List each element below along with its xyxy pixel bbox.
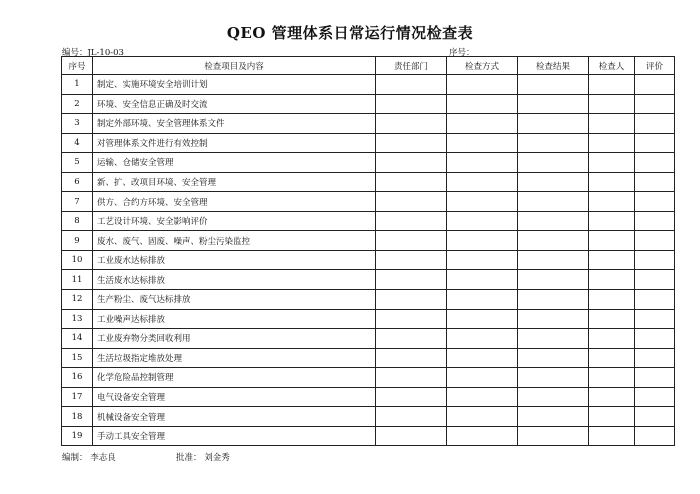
row-result-cell	[518, 309, 589, 329]
table-header-row	[62, 57, 675, 75]
row-evaluation-cell	[635, 172, 675, 192]
table-row	[62, 368, 675, 388]
header-method: 检查方式	[447, 57, 518, 75]
row-result-cell	[518, 133, 589, 153]
row-result-cell	[518, 387, 589, 407]
row-inspector-cell	[589, 368, 635, 388]
row-inspector-cell	[589, 94, 635, 114]
row-evaluation-cell	[635, 290, 675, 310]
row-item: 电气设备安全管理	[93, 387, 376, 407]
row-evaluation-cell	[635, 192, 675, 212]
row-evaluation-cell	[635, 75, 675, 95]
row-inspector-cell	[589, 133, 635, 153]
serial-number-label: 序号：	[449, 48, 475, 58]
row-method-cell	[447, 387, 518, 407]
row-inspector-cell	[589, 114, 635, 134]
row-inspector-cell	[589, 348, 635, 368]
row-inspector-cell	[589, 75, 635, 95]
inspection-table	[61, 56, 675, 446]
table-row	[62, 231, 675, 251]
table-row	[62, 153, 675, 173]
row-method-cell	[447, 348, 518, 368]
row-number: 15	[62, 348, 93, 368]
row-result-cell	[518, 290, 589, 310]
row-inspector-cell	[589, 426, 635, 446]
row-item: 对管理体系文件进行有效控制	[93, 133, 376, 153]
row-method-cell	[447, 153, 518, 173]
row-number: 16	[62, 368, 93, 388]
form-code: 编号：JL-10-03	[62, 48, 124, 58]
row-evaluation-cell	[635, 407, 675, 427]
row-department-cell	[376, 153, 447, 173]
row-item: 机械设备安全管理	[93, 407, 376, 427]
row-evaluation-cell	[635, 231, 675, 251]
row-inspector-cell	[589, 192, 635, 212]
row-method-cell	[447, 133, 518, 153]
row-evaluation-cell	[635, 211, 675, 231]
row-department-cell	[376, 192, 447, 212]
table-row	[62, 309, 675, 329]
row-number: 9	[62, 231, 93, 251]
row-number: 17	[62, 387, 93, 407]
row-item: 供方、合约方环境、安全管理	[93, 192, 376, 212]
row-result-cell	[518, 407, 589, 427]
row-department-cell	[376, 329, 447, 349]
prepared-by: 编制： 李志良	[62, 453, 116, 463]
row-evaluation-cell	[635, 250, 675, 270]
row-department-cell	[376, 290, 447, 310]
header-department: 责任部门	[376, 57, 447, 75]
row-result-cell	[518, 153, 589, 173]
row-result-cell	[518, 192, 589, 212]
row-method-cell	[447, 407, 518, 427]
row-item: 生活废水达标排放	[93, 270, 376, 290]
row-item: 环境、安全信息正确及时交流	[93, 94, 376, 114]
row-item: 工艺设计环境、安全影响评价	[93, 211, 376, 231]
row-method-cell	[447, 368, 518, 388]
approved-by: 批准： 刘金秀	[176, 453, 230, 463]
row-department-cell	[376, 75, 447, 95]
row-result-cell	[518, 250, 589, 270]
table-row	[62, 114, 675, 134]
row-number: 13	[62, 309, 93, 329]
row-number: 7	[62, 192, 93, 212]
row-number: 6	[62, 172, 93, 192]
header-item: 检查项目及内容	[93, 57, 376, 75]
row-number: 18	[62, 407, 93, 427]
row-method-cell	[447, 270, 518, 290]
row-method-cell	[447, 231, 518, 251]
row-result-cell	[518, 329, 589, 349]
row-department-cell	[376, 172, 447, 192]
row-method-cell	[447, 94, 518, 114]
row-item: 新、扩、改项目环境、安全管理	[93, 172, 376, 192]
row-department-cell	[376, 250, 447, 270]
row-department-cell	[376, 231, 447, 251]
row-inspector-cell	[589, 231, 635, 251]
row-evaluation-cell	[635, 309, 675, 329]
table-row	[62, 94, 675, 114]
row-item: 工业废弃物分类回收利用	[93, 329, 376, 349]
row-inspector-cell	[589, 153, 635, 173]
row-evaluation-cell	[635, 133, 675, 153]
row-number: 3	[62, 114, 93, 134]
row-number: 14	[62, 329, 93, 349]
table-row	[62, 211, 675, 231]
row-number: 8	[62, 211, 93, 231]
table-row	[62, 75, 675, 95]
row-result-cell	[518, 426, 589, 446]
row-item: 制定、实施环境安全培训计划	[93, 75, 376, 95]
row-evaluation-cell	[635, 426, 675, 446]
header-seq: 序号	[62, 57, 93, 75]
row-result-cell	[518, 231, 589, 251]
row-item: 运输、仓储安全管理	[93, 153, 376, 173]
row-item: 手动工具安全管理	[93, 426, 376, 446]
row-result-cell	[518, 348, 589, 368]
row-inspector-cell	[589, 309, 635, 329]
row-method-cell	[447, 329, 518, 349]
row-evaluation-cell	[635, 153, 675, 173]
row-number: 11	[62, 270, 93, 290]
row-item: 废水、废气、固废、噪声、粉尘污染监控	[93, 231, 376, 251]
row-department-cell	[376, 309, 447, 329]
row-evaluation-cell	[635, 94, 675, 114]
row-inspector-cell	[589, 250, 635, 270]
row-result-cell	[518, 270, 589, 290]
row-number: 1	[62, 75, 93, 95]
row-department-cell	[376, 348, 447, 368]
row-method-cell	[447, 192, 518, 212]
table-row	[62, 250, 675, 270]
row-department-cell	[376, 133, 447, 153]
row-result-cell	[518, 368, 589, 388]
row-department-cell	[376, 94, 447, 114]
row-method-cell	[447, 290, 518, 310]
row-department-cell	[376, 270, 447, 290]
row-item: 生产粉尘、废气达标排放	[93, 290, 376, 310]
row-number: 10	[62, 250, 93, 270]
row-method-cell	[447, 426, 518, 446]
row-number: 2	[62, 94, 93, 114]
row-method-cell	[447, 250, 518, 270]
row-evaluation-cell	[635, 348, 675, 368]
row-result-cell	[518, 211, 589, 231]
table-row	[62, 348, 675, 368]
row-inspector-cell	[589, 407, 635, 427]
header-inspector: 检查人	[589, 57, 635, 75]
table-row	[62, 407, 675, 427]
row-department-cell	[376, 387, 447, 407]
row-number: 12	[62, 290, 93, 310]
table-row	[62, 387, 675, 407]
row-result-cell	[518, 94, 589, 114]
row-number: 5	[62, 153, 93, 173]
row-item: 生活垃圾指定堆放处理	[93, 348, 376, 368]
table-row	[62, 290, 675, 310]
row-department-cell	[376, 211, 447, 231]
row-department-cell	[376, 368, 447, 388]
table-row	[62, 426, 675, 446]
row-evaluation-cell	[635, 368, 675, 388]
row-result-cell	[518, 114, 589, 134]
row-method-cell	[447, 172, 518, 192]
row-item: 工业噪声达标排放	[93, 309, 376, 329]
row-method-cell	[447, 309, 518, 329]
row-inspector-cell	[589, 329, 635, 349]
table-row	[62, 329, 675, 349]
row-department-cell	[376, 407, 447, 427]
row-method-cell	[447, 211, 518, 231]
row-number: 4	[62, 133, 93, 153]
row-inspector-cell	[589, 172, 635, 192]
row-department-cell	[376, 426, 447, 446]
row-evaluation-cell	[635, 329, 675, 349]
row-method-cell	[447, 75, 518, 95]
row-inspector-cell	[589, 387, 635, 407]
row-evaluation-cell	[635, 270, 675, 290]
row-number: 19	[62, 426, 93, 446]
row-result-cell	[518, 75, 589, 95]
table-row	[62, 172, 675, 192]
row-item: 化学危险品控制管理	[93, 368, 376, 388]
table-row	[62, 133, 675, 153]
row-inspector-cell	[589, 270, 635, 290]
row-inspector-cell	[589, 290, 635, 310]
row-evaluation-cell	[635, 387, 675, 407]
header-evaluation: 评价	[635, 57, 675, 75]
row-result-cell	[518, 172, 589, 192]
table-row	[62, 270, 675, 290]
row-inspector-cell	[589, 211, 635, 231]
row-evaluation-cell	[635, 114, 675, 134]
row-item: 制定外部环境、安全管理体系文件	[93, 114, 376, 134]
table-row	[62, 192, 675, 212]
row-item: 工业废水达标排放	[93, 250, 376, 270]
header-result: 检查结果	[518, 57, 589, 75]
row-department-cell	[376, 114, 447, 134]
page-title: QEO 管理体系日常运行情况检查表	[226, 24, 474, 42]
row-method-cell	[447, 114, 518, 134]
